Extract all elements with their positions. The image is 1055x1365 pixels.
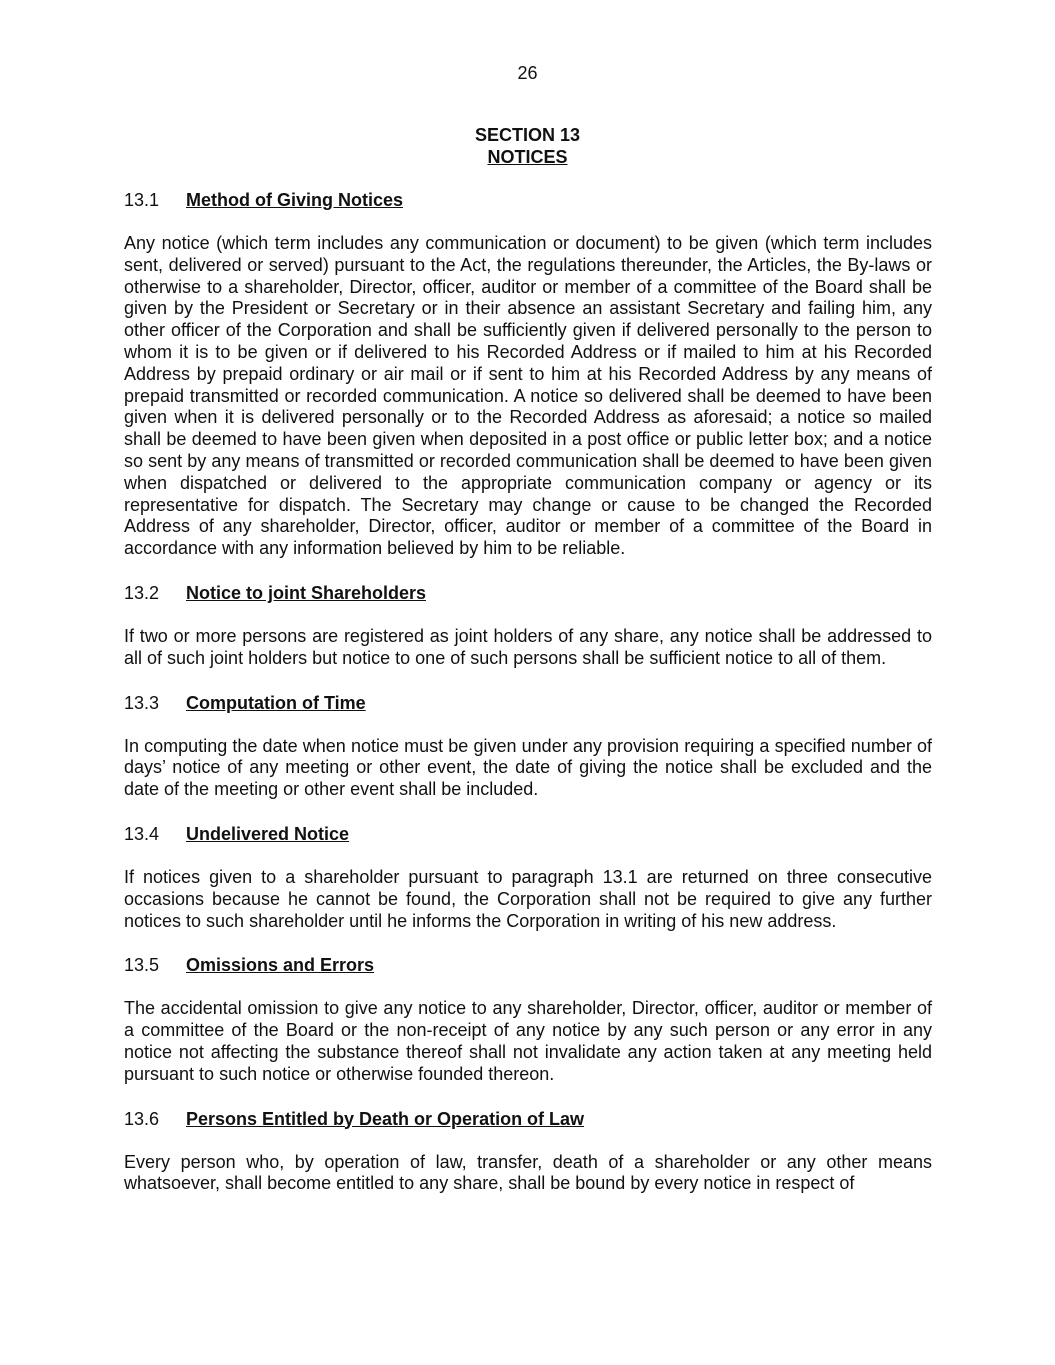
clause-title: Notice to joint Shareholders xyxy=(186,582,427,603)
clause-title: Undelivered Notice xyxy=(186,823,350,844)
clause-13-6 xyxy=(124,1108,932,1196)
clause-text: If notices given to a shareholder pursuant to paragraph 13.1 are returned on three consecutive occasions because he cannot be found, the Corporation shall not be required to give any further notices to such shareholder until he informs the Corporation in writing of his new address. xyxy=(124,866,932,931)
clause-number: 13.5 xyxy=(124,955,160,976)
clause-13-5 xyxy=(124,954,932,1085)
clause-number: 13.2 xyxy=(124,582,160,603)
clause-text: Every person who, by operation of law, transfer, death of a shareholder or any other means whatsoever, shall become entitled to any share, shall be bound by every notice in respect of xyxy=(124,1151,932,1194)
clause-text: The accidental omission to give any notice to any shareholder, Director, officer, auditor or member of a committee of the Board or the non-receipt of any notice by any such person or any error in any notice not affecting the substance thereof shall not invalidate any action taken at any meeting held pursuant to such notice or otherwise founded thereon. xyxy=(124,998,932,1084)
clause-number: 13.4 xyxy=(124,823,160,844)
section-title: NOTICES xyxy=(487,147,568,167)
clause-text: Any notice (which term includes any communication or document) to be given (which term includes sent, delivered or served) pursuant to the Act, the regulations thereunder, the Articles, the By-laws or otherwise to a shareholder, Director, officer, auditor or member of a committee of the Board shall be given by the President or Secretary or in their absence an assistant Secretary and failing him, any other officer of the Corporation and shall be sufficiently given if delivered personally to the person to whom it is to be given or if delivered to his Recorded Address or if mailed to him at his Recorded Address by prepaid ordinary or air mail or if sent to him at his Recorded Address by any means of prepaid transmitted or recorded communication. A notice so delivered shall be deemed to have been given when it is delivered personally or to the Recorded Address as aforesaid; a notice so mailed shall be deemed to have been given when deposited in a post office or public letter box; and a notice so sent by any means of transmitted or recorded communication shall be deemed to have been given when dispatched or delivered to the appropriate communication company or agency or its representative for dispatch. The Secretary may change or cause to be changed the Recorded Address of any shareholder, Director, officer, auditor or member of a committee of the Board in accordance with any information believed by him to be reliable. xyxy=(124,233,932,559)
clause-13-2 xyxy=(124,582,932,670)
section-number: SECTION 13 xyxy=(474,125,581,145)
clause-13-4 xyxy=(124,823,932,932)
clause-text: If two or more persons are registered as joint holders of any share, any notice shall be addressed to all of such joint holders but notice to one of such persons shall be sufficient notice to all of them. xyxy=(124,625,932,668)
clause-heading xyxy=(124,823,932,845)
clause-number: 13.3 xyxy=(124,692,160,713)
clause-heading xyxy=(124,582,932,604)
clause-13-1 xyxy=(124,189,932,560)
clause-title: Method of Giving Notices xyxy=(186,190,404,210)
clause-number: 13.6 xyxy=(124,1108,160,1129)
document-body xyxy=(124,189,932,1217)
clause-text: In computing the date when notice must be given under any provision requiring a specified number of days’ notice of any meeting or other event, the date of giving the notice shall be excluded and the date of the meeting or other event shall be included. xyxy=(124,735,932,800)
section-heading xyxy=(0,124,1055,168)
clause-13-3 xyxy=(124,692,932,801)
clause-heading xyxy=(124,1108,932,1130)
clause-title: Computation of Time xyxy=(186,692,366,713)
clause-heading xyxy=(124,954,932,976)
clause-number: 13.1 xyxy=(124,190,160,210)
clause-heading xyxy=(124,692,932,714)
clause-heading xyxy=(124,189,932,211)
clause-title: Omissions and Errors xyxy=(186,955,375,976)
clause-title: Persons Entitled by Death or Operation of Law xyxy=(186,1108,585,1129)
page-number: 26 xyxy=(517,63,538,83)
